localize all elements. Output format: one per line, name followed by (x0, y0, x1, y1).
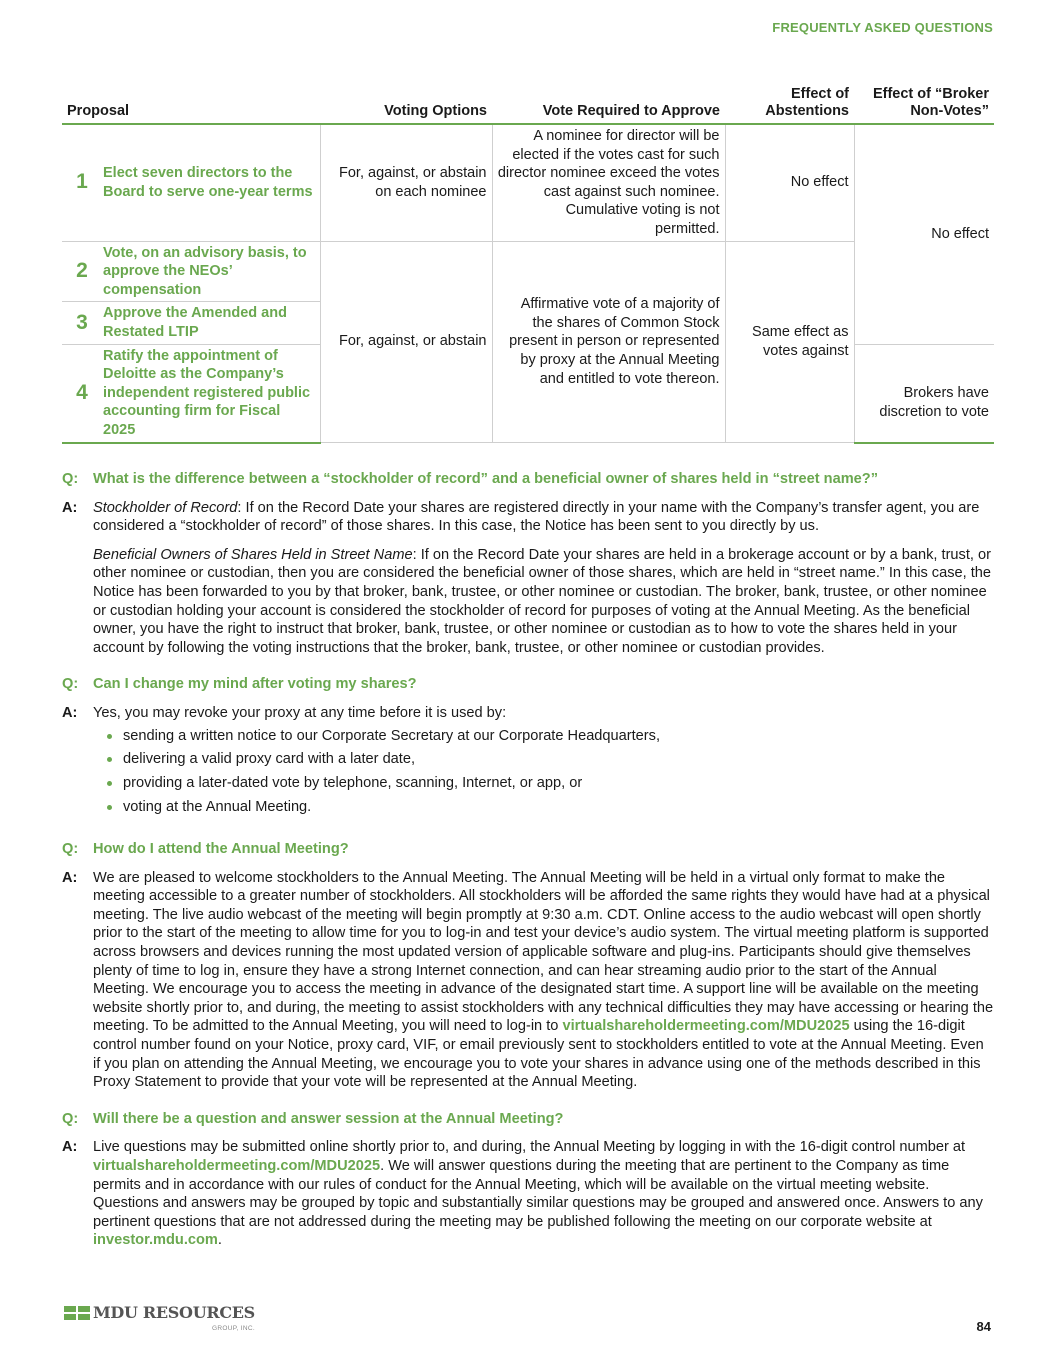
proposal-number: 1 (62, 124, 96, 241)
answer-paragraph (93, 1138, 994, 1250)
page-number: 84 (976, 1319, 991, 1334)
faq-answer (62, 869, 994, 1092)
faq-question (62, 1110, 994, 1129)
question-text: How do I attend the Annual Meeting? (93, 841, 349, 858)
answer-text: Yes, you may revoke your proxy at any time before it is used by: (93, 704, 507, 721)
logo-text: MDU RESOURCES GROUP, INC. (93, 1304, 255, 1321)
faq-section (62, 470, 994, 1268)
broker-cell: Brokers have discretion to vote (854, 344, 994, 442)
answer-text: : If on the Record Date your shares are registered directly in your name with the Company’s transfer agent, you are considered a “stockholder of record” of those shares. In this case, the Notice has been sent to you directly by us. (93, 499, 980, 535)
voting-table (62, 86, 994, 444)
proposal-number: 3 (62, 302, 96, 344)
broker-cell: No effect (854, 124, 994, 344)
faq-answer (62, 704, 994, 822)
answer-text: . We will answer questions during the meeting that are pertinent to the Company as time permits and in accordance with our rules of conduct for the Annual Meeting, which will be available on the virtual meeting website. Questions and answers may be grouped by topic and substantially similar questions may be grouped and answered once. Answers to any pertinent questions that are not addressed during the meeting may be published following the meeting on our corporate website at (93, 1158, 983, 1230)
answer-text: using the 16-digit control number found on your Notice, proxy card, VIF, or email previously sent to stockholders entitled to vote at the Annual Meeting. Even if you plan on attending the Annual Meeting, we encourage you to vote your shares in advance using one of the methods described in this Proxy Statement to provide that your vote will be represented at the Annual Meeting. (93, 1018, 984, 1091)
section-title: FREQUENTLY ASKED QUESTIONS (772, 20, 993, 35)
a-label: A: (62, 869, 78, 886)
q-label: Q: (62, 676, 79, 693)
a-label: A: (62, 499, 78, 516)
question-text: What is the difference between a “stockholder of record” and a beneficial owner of shares held in “street name?” (93, 471, 879, 487)
proposal-name: Vote, on an advisory basis, to approve the NEOs’ compensation (96, 241, 320, 302)
term: Stockholder of Record (93, 499, 238, 516)
header-vote-required: Vote Required to Approve (492, 86, 725, 124)
meeting-link[interactable]: virtualshareholdermeeting.com/MDU2025 (562, 1018, 850, 1035)
header-proposal: Proposal (62, 86, 320, 124)
vote-required-cell: A nominee for director will be elected if the votes cast for such director nominee exceed the votes cast against such nominee. Cumulative voting is not permitted. (492, 124, 725, 241)
header-abstentions: Effect of Abstentions (725, 86, 854, 124)
proposal-number: 4 (62, 344, 96, 442)
a-label: A: (62, 704, 78, 721)
header-voting-options: Voting Options (320, 86, 492, 124)
voting-options-cell: For, against, or abstain (320, 241, 492, 442)
answer-paragraph (93, 869, 994, 1092)
faq-question (62, 470, 994, 489)
abstentions-cell: Same effect as votes against (725, 241, 854, 442)
proposal-name: Elect seven directors to the Board to serve one-year terms (96, 124, 320, 241)
table-row (62, 124, 994, 241)
proposal-name: Approve the Amended and Restated LTIP (96, 302, 320, 344)
faq-question (62, 675, 994, 694)
q-label: Q: (62, 471, 79, 487)
answer-text: Live questions may be submitted online shortly prior to, and during, the Annual Meeting by logging in with the 16-digit control number at (93, 1139, 966, 1156)
answer-paragraph (93, 499, 994, 536)
faq-answer (62, 1138, 994, 1250)
answer-text: . (217, 1232, 222, 1249)
voting-options-cell: For, against, or abstain on each nominee (320, 124, 492, 241)
vote-required-cell: Affirmative vote of a majority of the shares of Common Stock present in person or represented by proxy at the Annual Meeting and entitled to vote thereon. (492, 241, 725, 442)
list-item: voting at the Annual Meeting. (105, 798, 660, 817)
term: Beneficial Owners of Shares Held in Street Name (93, 546, 413, 563)
answer-paragraph (93, 546, 994, 658)
meeting-link[interactable]: virtualshareholdermeeting.com/MDU2025 (93, 1158, 381, 1174)
abstentions-cell: No effect (725, 124, 854, 241)
logo-subtext: GROUP, INC. (212, 1325, 255, 1332)
list-item: sending a written notice to our Corporate Secretary at our Corporate Headquarters, (105, 727, 660, 746)
bullet-list (93, 727, 660, 817)
q-label: Q: (62, 841, 79, 858)
proposal-name: Ratify the appointment of Deloitte as the Company’s independent registered public accounting firm for Fiscal 2025 (96, 344, 320, 442)
list-item: providing a later-dated vote by telephone, scanning, Internet, or app, or (105, 774, 660, 793)
header-broker-non-votes: Effect of “Broker Non-Votes” (854, 86, 994, 124)
answer-text: We are pleased to welcome stockholders to the Annual Meeting. The Annual Meeting will be held in a virtual only format to make the meeting accessible to a greater number of stockholders. All stockholders will be afforded the same rights they would have had at a physical meeting. The live audio webcast of the meeting will begin promptly at 9:30 a.m. CDT. Online access to the audio webcast will open shortly prior to the start of the meeting to allow time for you to log-in and test your device’s audio system. The virtual meeting platform is supported across browsers and devices running the most updated version of applicable software and plug-ins. Participants should give themselves plenty of time to log in, ensure they have a strong Internet connection, and can hear streaming audio prior to the start of the Annual Meeting. We encourage you to access the meeting in advance of the designated start time. A support line will be available on the meeting website shortly prior to, and during, the meeting to assist stockholders with any technical difficulties they may have accessing or hearing the meeting. To be admitted to the Annual Meeting, you will need to log-in to (93, 869, 994, 1035)
faq-answer (62, 499, 994, 658)
table-header-row (62, 86, 994, 124)
q-label: Q: (62, 1110, 79, 1127)
answer-text: : If on the Record Date your shares are held in a brokerage account or by a bank, trust, or other nominee or custodian, then you are considered the beneficial owner of those shares, which are held in “street name.” In this case, the Notice has been forwarded to you by that broker, bank, trustee, or other nominee or custodian. The broker, bank, trustee, or other nominee or custodian holding your account is considered the stockholder of record for purposes of voting at the Annual Meeting. As the beneficial owner, you have the right to instruct that broker, bank, trustee, or other nominee or custodian as to how to vote the shares held in your account by following the voting instructions that the broker, bank, trustee, or other nominee or custodian provides. (93, 546, 992, 656)
faq-question (62, 840, 994, 859)
company-logo (64, 1303, 255, 1332)
logo-mark-icon (64, 1306, 90, 1320)
proposal-number: 2 (62, 241, 96, 302)
investor-link[interactable]: investor.mdu.com (93, 1232, 218, 1249)
a-label: A: (62, 1139, 78, 1156)
question-text: Will there be a question and answer session at the Annual Meeting? (93, 1110, 564, 1127)
question-text: Can I change my mind after voting my shares? (93, 676, 417, 693)
list-item: delivering a valid proxy card with a later date, (105, 750, 660, 769)
